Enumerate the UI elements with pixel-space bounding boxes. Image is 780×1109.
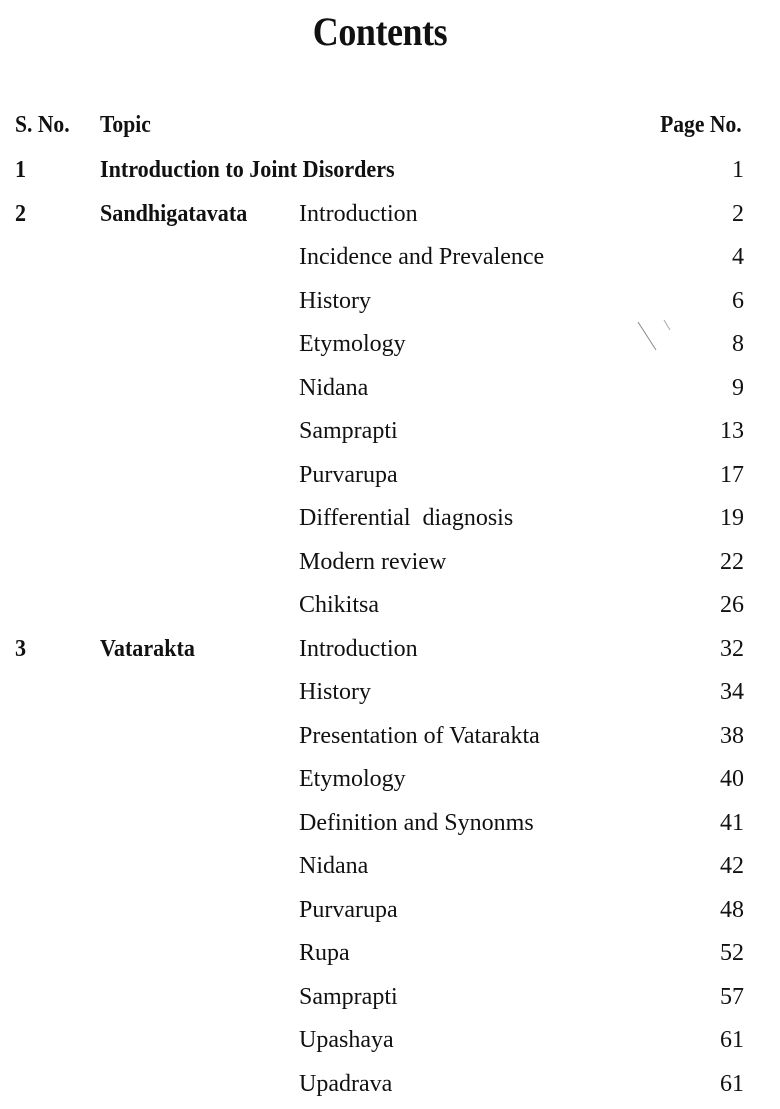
toc-header: [0, 112, 780, 146]
toc-row: [0, 1022, 780, 1066]
toc-row: [0, 152, 780, 196]
row-page: 22: [720, 544, 744, 580]
row-chapter: Vatarakta: [100, 631, 195, 667]
row-subtopic: Upadrava: [299, 1066, 392, 1102]
toc-row: [0, 631, 780, 675]
row-page: 26: [720, 587, 744, 623]
row-subtopic: Introduction: [299, 631, 418, 667]
row-page: 40: [720, 761, 744, 797]
row-subtopic: Introduction: [299, 196, 418, 232]
row-page: 1: [732, 152, 744, 188]
row-chapter: Introduction to Joint Disorders: [100, 152, 395, 188]
row-subtopic: Purvarupa: [299, 457, 398, 493]
row-sno: 3: [15, 631, 26, 667]
row-page: 6: [732, 283, 744, 319]
row-page: 41: [720, 805, 744, 841]
header-sno: S. No.: [15, 112, 70, 139]
row-subtopic: History: [299, 283, 371, 319]
toc-row: [0, 544, 780, 588]
row-subtopic: Modern review: [299, 544, 446, 580]
row-page: 52: [720, 935, 744, 971]
row-subtopic: History: [299, 674, 371, 710]
row-page: 32: [720, 631, 744, 667]
toc-row: [0, 761, 780, 805]
row-subtopic: Presentation of Vatarakta: [299, 718, 540, 754]
row-page: 2: [732, 196, 744, 232]
row-subtopic: Chikitsa: [299, 587, 379, 623]
row-subtopic: Etymology: [299, 761, 406, 797]
row-subtopic: Purvarupa: [299, 892, 398, 928]
row-page: 17: [720, 457, 744, 493]
page-title: Contents: [38, 8, 722, 55]
toc-row: [0, 892, 780, 936]
row-page: 48: [720, 892, 744, 928]
row-subtopic: Rupa: [299, 935, 350, 971]
pen-scratch-mark: [636, 318, 676, 358]
row-subtopic: Nidana: [299, 370, 368, 406]
header-page: Page No.: [660, 112, 742, 139]
row-subtopic: Samprapti: [299, 413, 398, 449]
row-page: 42: [720, 848, 744, 884]
row-page: 9: [732, 370, 744, 406]
row-page: 13: [720, 413, 744, 449]
row-subtopic: Definition and Synonms: [299, 805, 534, 841]
table-of-contents: [0, 152, 780, 1109]
toc-row: [0, 1066, 780, 1109]
toc-row: [0, 196, 780, 240]
toc-row: [0, 239, 780, 283]
row-subtopic: Samprapti: [299, 979, 398, 1015]
row-page: 38: [720, 718, 744, 754]
toc-row: [0, 805, 780, 849]
row-subtopic: Incidence and Prevalence: [299, 239, 544, 275]
toc-row: [0, 718, 780, 762]
toc-row: [0, 413, 780, 457]
toc-row: [0, 587, 780, 631]
toc-row: [0, 848, 780, 892]
row-sno: 1: [15, 152, 26, 188]
toc-row: [0, 457, 780, 501]
toc-row: [0, 935, 780, 979]
header-topic: Topic: [100, 112, 151, 139]
row-page: 34: [720, 674, 744, 710]
row-page: 19: [720, 500, 744, 536]
toc-row: [0, 500, 780, 544]
row-subtopic: Differential diagnosis: [299, 500, 513, 536]
row-page: 4: [732, 239, 744, 275]
row-subtopic: Upashaya: [299, 1022, 394, 1058]
row-page: 8: [732, 326, 744, 362]
toc-row: [0, 370, 780, 414]
row-page: 61: [720, 1022, 744, 1058]
row-page: 61: [720, 1066, 744, 1102]
toc-row: [0, 674, 780, 718]
row-page: 57: [720, 979, 744, 1015]
toc-row: [0, 979, 780, 1023]
row-subtopic: Etymology: [299, 326, 406, 362]
row-subtopic: Nidana: [299, 848, 368, 884]
row-sno: 2: [15, 196, 26, 232]
row-chapter: Sandhigatavata: [100, 196, 247, 232]
